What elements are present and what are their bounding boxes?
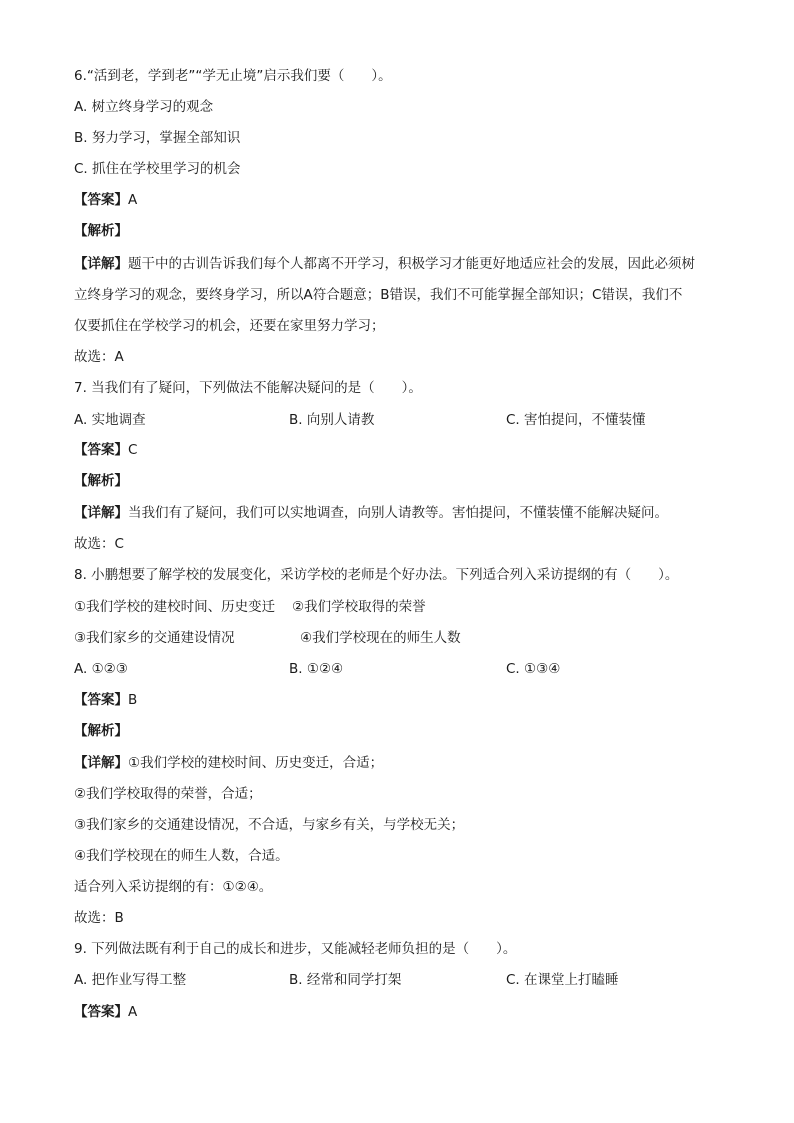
q6-stem: 6.“活到老，学到老”“学无止境”启示我们要（ ）。 [74,68,392,84]
q7-stem: 7. 当我们有了疑问，下列做法不能解决疑问的是（ ）。 [74,380,422,396]
q8-detail-line-5: 适合列入采访提纲的有：①②④。 [74,879,273,895]
detail-text: 题干中的古训告诉我们每个人都离不开学习，积极学习才能更好地适应社会的发展，因此必须树 [128,256,695,272]
q6-choice: 故选：A [74,349,124,365]
q8-option-b: B. ①②④ [289,661,344,677]
answer-value: A [128,192,138,208]
answer-label: 【答案】 [74,192,128,208]
q8-detail-line-1 [74,753,734,773]
detail-label: 【详解】 [74,755,128,771]
q6-analysis-label [74,221,734,241]
q6-option-a: A. 树立终身学习的观念 [74,99,214,115]
q8-option-a: A. ①②③ [74,661,128,677]
q8-analysis-label [74,721,734,741]
q8-detail-line-3: ③我们家乡的交通建设情况，不合适，与家乡有关，与学校无关； [74,817,465,833]
detail-label: 【详解】 [74,505,128,521]
q8-stem: 8. 小鹏想要了解学校的发展变化，采访学校的老师是个好办法。下列适合列入采访提纲的有（ ）。 [74,567,679,583]
q9-option-b: B. 经常和同学打架 [289,972,402,988]
q8-choice: 故选：B [74,910,124,926]
q8-item-1: ①我们学校的建校时间、历史变迁 [74,599,276,615]
q8-option-c: C. ①③④ [506,661,561,677]
q7-option-c: C. 害怕提问，不懂装懂 [506,412,646,428]
q9-answer [74,1002,734,1022]
q6-detail-line-1 [74,254,734,274]
analysis-label: 【解析】 [74,223,128,239]
answer-label: 【答案】 [74,692,128,708]
answer-label: 【答案】 [74,442,128,458]
q8-item-4: ④我们学校现在的师生人数 [300,630,461,646]
q6-detail-line-2: 立终身学习的观念，要终身学习，所以A符合题意；B错误，我们不可能掌握全部知识；C错误，我们不 [74,287,683,303]
q9-option-a: A. 把作业写得工整 [74,972,187,988]
q7-option-b: B. 向别人请教 [289,412,375,428]
q8-answer [74,690,734,710]
q7-choice: 故选：C [74,536,124,552]
q6-detail-line-3: 仅要抓住在学校学习的机会，还要在家里努力学习； [74,318,385,334]
detail-label: 【详解】 [74,256,128,272]
q8-detail-line-2: ②我们学校取得的荣誉，合适； [74,786,262,802]
answer-value: B [128,692,138,708]
q7-detail [74,503,734,523]
q9-option-c: C. 在课堂上打瞌睡 [506,972,619,988]
q7-analysis-label [74,471,734,491]
q8-item-3: ③我们家乡的交通建设情况 [74,630,235,646]
q9-stem: 9. 下列做法既有利于自己的成长和进步，又能减轻老师负担的是（ ）。 [74,941,517,957]
q8-detail-line-4: ④我们学校现在的师生人数，合适。 [74,848,289,864]
q7-answer [74,440,734,460]
answer-value: C [128,442,138,458]
detail-text: ①我们学校的建校时间、历史变迁，合适； [128,755,384,771]
answer-value: A [128,1004,138,1020]
detail-text: 当我们有了疑问，我们可以实地调查，向别人请教等。害怕提问，不懂装懂不能解决疑问。 [128,505,668,521]
answer-label: 【答案】 [74,1004,128,1020]
q6-answer [74,190,734,210]
q7-option-a: A. 实地调查 [74,412,146,428]
q6-option-c: C. 抓住在学校里学习的机会 [74,161,241,177]
analysis-label: 【解析】 [74,723,128,739]
analysis-label: 【解析】 [74,473,128,489]
q8-item-2: ②我们学校取得的荣誉 [292,599,426,615]
q6-option-b: B. 努力学习，掌握全部知识 [74,130,241,146]
